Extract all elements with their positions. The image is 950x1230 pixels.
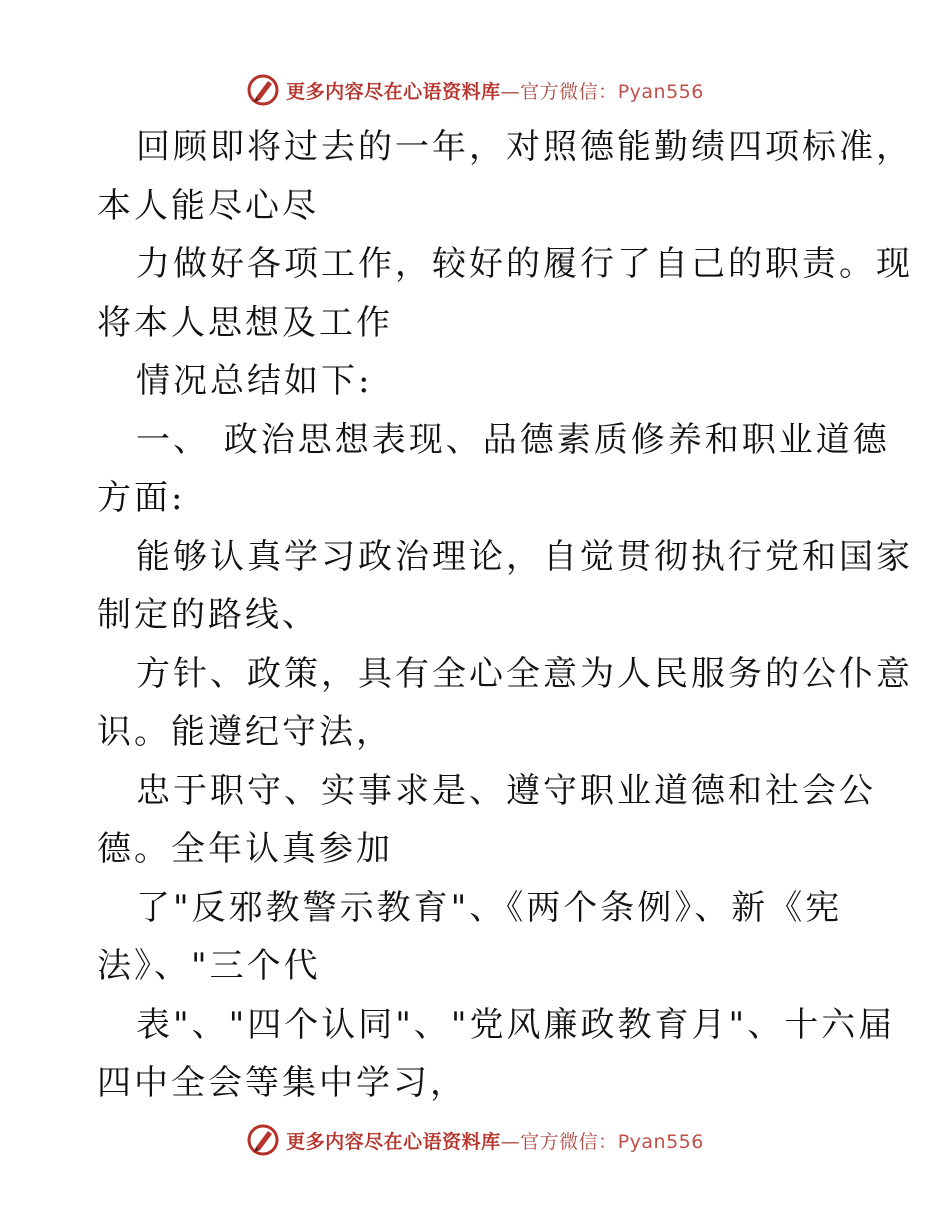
pen-logo-icon	[246, 73, 280, 107]
text-line: 能够认真学习政治理论，自觉贯彻执行党和国家	[136, 536, 913, 577]
wechat-id: Pyan556	[617, 80, 704, 103]
text-line: 法》、"三个代	[97, 946, 321, 986]
header-banner	[0, 70, 950, 110]
text-line: 力做好各项工作，较好的履行了自己的职责。现	[136, 244, 913, 284]
text-line: 识。能遵纪守法，	[97, 712, 393, 752]
text-line: 表"、"四个认同"、"党风廉政教育月"、十六届	[136, 1004, 896, 1045]
document-body	[97, 118, 913, 1113]
text-line: 回顾即将过去的一年，对照德能勤绩四项标准，	[136, 127, 913, 167]
section-heading: 一、 政治思想表现、品德素质修养和职业道德	[136, 419, 890, 460]
wechat-id: Pyan556	[617, 1130, 704, 1153]
text-line: 方面:	[97, 478, 186, 518]
text-line: 情况总结如下:	[136, 361, 373, 401]
text-line: 德。全年认真参加	[97, 829, 393, 869]
brand-text: 更多内容尽在心语资料库	[286, 80, 501, 103]
wechat-label: 官方微信：	[520, 80, 618, 103]
pen-logo-icon	[246, 1123, 280, 1157]
text-line: 了"反邪教警示教育"、《两个条例》、新《宪	[136, 887, 843, 928]
footer-banner	[0, 1120, 950, 1160]
banner-dash: —	[500, 80, 521, 103]
text-line: 制定的路线、	[97, 595, 319, 635]
wechat-label: 官方微信：	[520, 1130, 618, 1153]
text-line: 忠于职守、实事求是、遵守职业道德和社会公	[136, 770, 876, 811]
text-line: 四中全会等集中学习，	[97, 1063, 467, 1103]
banner-dash: —	[500, 1130, 521, 1153]
brand-text: 更多内容尽在心语资料库	[286, 1130, 501, 1153]
text-line: 将本人思想及工作	[97, 302, 393, 343]
text-line: 本人能尽心尽	[97, 185, 319, 226]
text-line: 方针、政策，具有全心全意为人民服务的公仆意	[136, 653, 913, 694]
